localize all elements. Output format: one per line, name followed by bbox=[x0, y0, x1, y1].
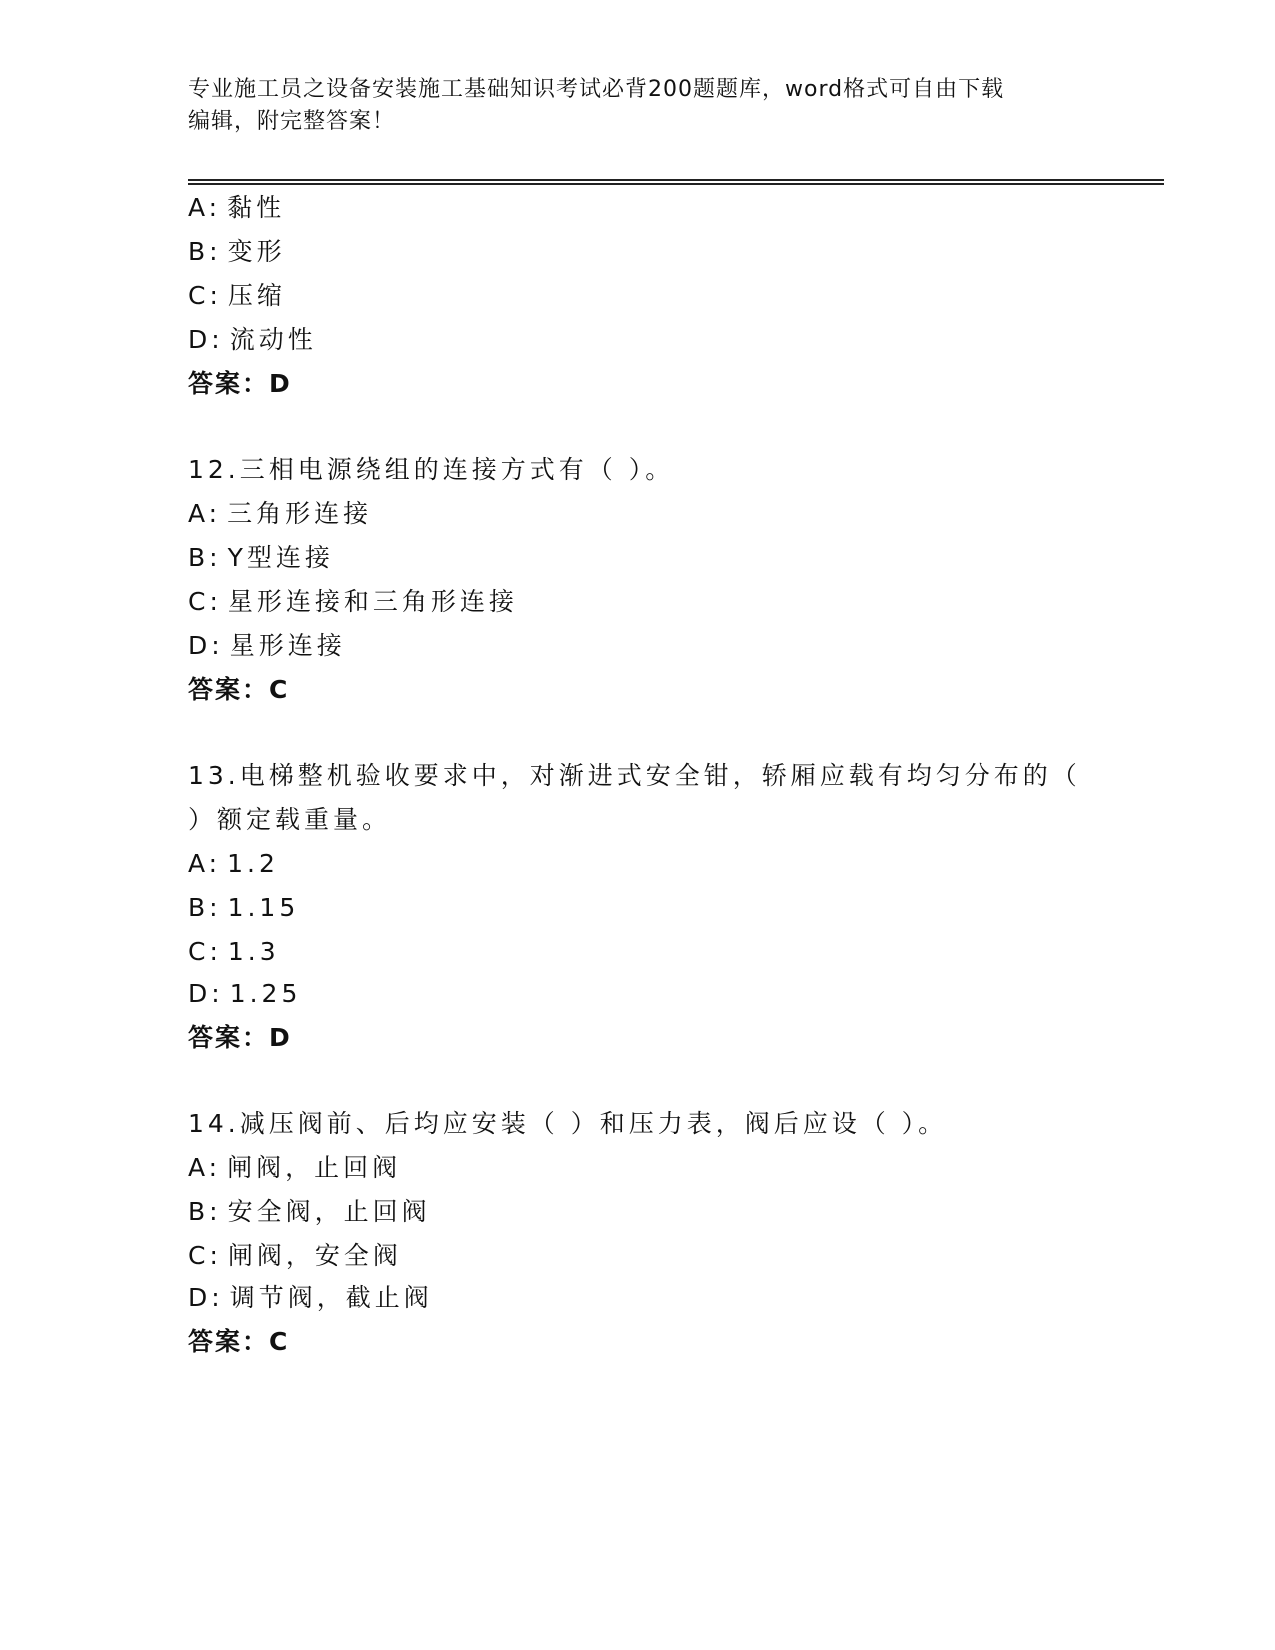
q14-question: 14.减压阀前、后均应安装（ ）和压力表，阀后应设（ ）。 bbox=[188, 1109, 948, 1138]
document-header bbox=[188, 74, 1088, 138]
q13-option-d: D: 1.25 bbox=[188, 979, 302, 1008]
q12-option-a: A: 三角形连接 bbox=[188, 499, 373, 528]
q12-option-c: C: 星形连接和三角形连接 bbox=[188, 587, 518, 616]
q12-answer: 答案：C bbox=[188, 675, 290, 704]
q14-option-d: D: 调节阀，截止阀 bbox=[188, 1283, 433, 1312]
q13-option-b: B: 1.15 bbox=[188, 893, 300, 922]
q12-option-d: D: 星形连接 bbox=[188, 631, 346, 660]
q14-option-c: C: 闸阀，安全阀 bbox=[188, 1241, 402, 1270]
q13-answer: 答案：D bbox=[188, 1023, 292, 1052]
header-title-line2: 编辑，附完整答案！ bbox=[188, 109, 396, 134]
header-divider-top bbox=[188, 179, 1164, 181]
q12-question: 12.三相电源绕组的连接方式有（ ）。 bbox=[188, 455, 675, 484]
header-divider-bottom bbox=[188, 183, 1164, 185]
q11-option-c: C: 压缩 bbox=[188, 281, 286, 310]
q13-question-line1: 13.电梯整机验收要求中，对渐进式安全钳，轿厢应载有均匀分布的（ bbox=[188, 761, 1081, 790]
q13-option-a: A: 1.2 bbox=[188, 849, 279, 878]
q13-option-c: C: 1.3 bbox=[188, 937, 280, 966]
q14-option-b: B: 安全阀，止回阀 bbox=[188, 1197, 431, 1226]
q11-option-b: B: 变形 bbox=[188, 237, 286, 266]
q12-option-b: B: Y型连接 bbox=[188, 543, 334, 572]
q11-option-d: D: 流动性 bbox=[188, 325, 317, 354]
q11-option-a: A: 黏性 bbox=[188, 193, 286, 222]
q14-answer: 答案：C bbox=[188, 1327, 290, 1356]
q14-option-a: A: 闸阀，止回阀 bbox=[188, 1153, 402, 1182]
header-title-line1: 专业施工员之设备安装施工基础知识考试必背200题题库，word格式可自由下载 bbox=[188, 77, 1005, 102]
q13-question-line2: ）额定载重量。 bbox=[188, 805, 392, 834]
q11-answer: 答案：D bbox=[188, 369, 292, 398]
